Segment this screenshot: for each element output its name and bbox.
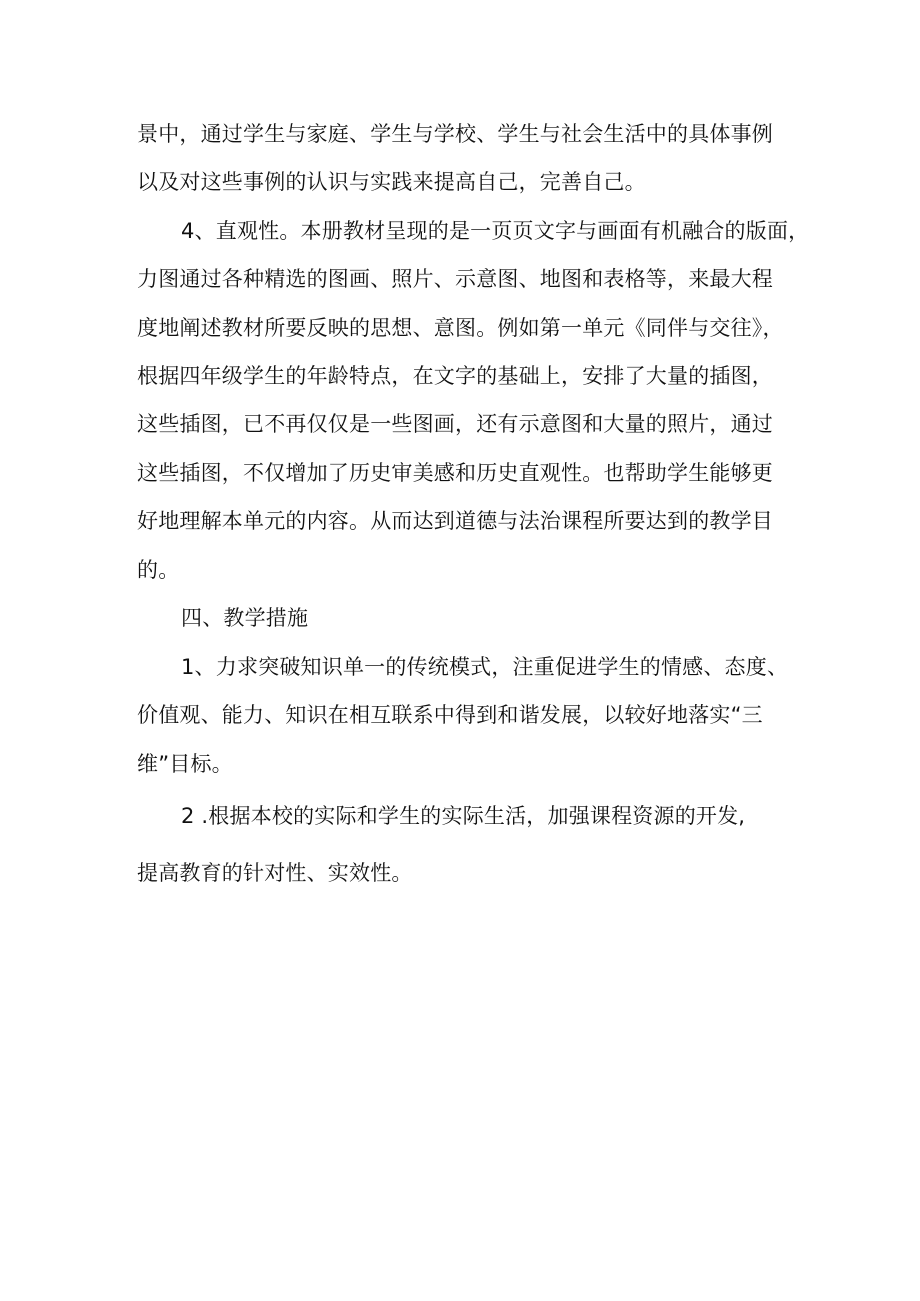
text-line-15: 2 .根据本校的实际和学生的实际生活，加强课程资源的开发,: [181, 804, 746, 828]
text-line-3: 4、直观性。本册教材呈现的是一页页文字与画面有机融合的版面，: [181, 219, 810, 243]
text-line-12: 1、力求突破知识单一的传统模式，注重促进学生的情感、态度、: [181, 655, 789, 679]
text-line-7: 这些插图，已不再仅仅是一些图画，还有示意图和大量的照片，通过: [137, 412, 773, 436]
text-line-4: 力图通过各种精选的图画、照片、示意图、地图和表格等，来最大程: [137, 267, 773, 291]
text-line-1: 景中，通过学生与家庭、学生与学校、学生与社会生活中的具体事例: [137, 122, 773, 146]
text-line-16: 提高教育的针对性、实效性。: [137, 861, 413, 885]
text-line-6: 根据四年级学生的年龄特点，在文字的基础上，安排了大量的插图，: [137, 364, 773, 388]
text-line-13: 价值观、能力、知识在相互联系中得到和谐发展，以较好地落实“三: [137, 703, 763, 727]
text-line-14: 维”目标。: [137, 752, 233, 776]
text-line-8: 这些插图，不仅增加了历史审美感和历史直观性。也帮助学生能够更: [137, 461, 773, 485]
text-line-9: 好地理解本单元的内容。从而达到道德与法治课程所要达到的教学目: [137, 509, 773, 533]
text-line-5: 度地阐述教材所要反映的思想、意图。例如第一单元《同伴与交往》，: [137, 316, 784, 340]
text-line-2: 以及对这些事例的认识与实践来提高自己，完善自己。: [137, 170, 646, 194]
section-heading: 四、教学措施: [181, 606, 309, 630]
text-line-10: 的。: [137, 558, 180, 582]
